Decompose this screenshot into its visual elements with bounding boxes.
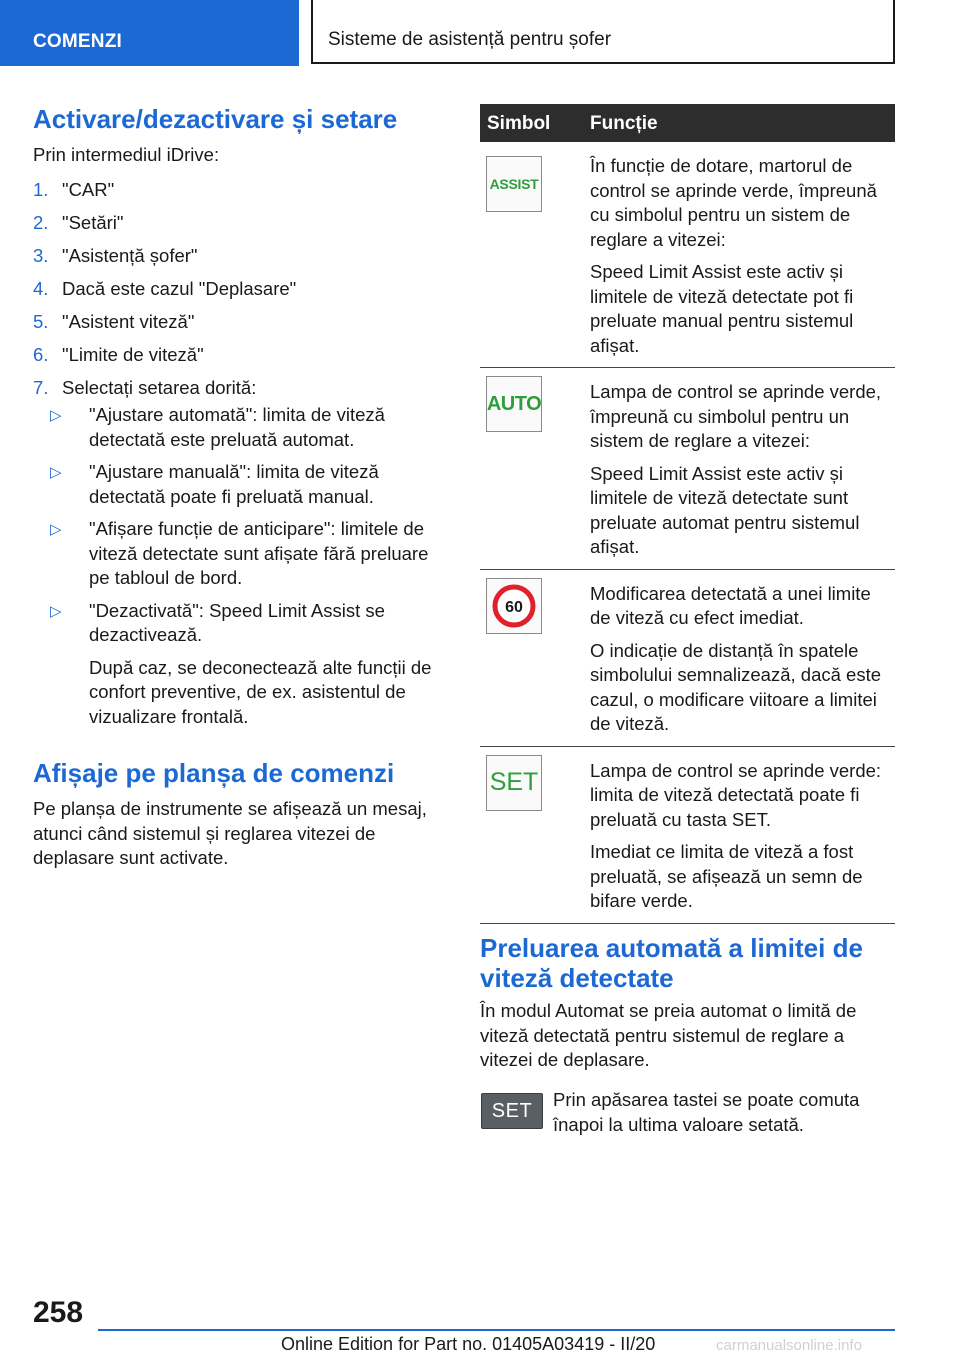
heading-automatic: Preluarea automată a limitei de viteză detectate	[480, 933, 863, 993]
automatic-paragraph: În modul Automat se preia automat o limită de viteză detectată pentru sistemul de reglare a vitezei de deplasare.	[480, 1000, 857, 1070]
step-number: 2.	[33, 212, 49, 233]
function-cell	[590, 570, 895, 746]
step-text: "Asistent viteză"	[62, 311, 195, 332]
step-text: "Setări"	[62, 212, 124, 233]
table-row	[480, 570, 895, 747]
function-cell	[590, 747, 895, 923]
option-item	[50, 517, 454, 591]
option-item	[50, 403, 454, 452]
option-item	[50, 599, 454, 730]
step-text: "CAR"	[62, 179, 115, 200]
step-text: Selectați setarea dorită:	[62, 377, 257, 398]
speed-limit-circle	[492, 584, 536, 628]
option-text: "Afișare funcție de anticipare": limitele de viteză detectate sunt afișate fără preluare pe tabloul de bord.	[89, 518, 429, 588]
step-number: 1.	[33, 179, 49, 200]
chapter-title: Sisteme de asistență pentru șofer	[328, 29, 612, 50]
watermark: carmanualsonline.info	[716, 1337, 862, 1354]
set-icon	[486, 755, 542, 811]
option-extra-text: După caz, se deconectează alte funcții de confort preventive, de ex. asistentul de vizualizare frontală.	[89, 656, 432, 727]
function-text: Speed Limit Assist este activ și limitele de viteză detectate sunt preluate automat pentru sistemul afișat.	[590, 462, 860, 557]
triangle-bullet-icon: ▷	[50, 521, 62, 538]
function-text: Lampa de control se aprinde verde, împreună cu simbolul pentru un sistem de reglare a vitezei:	[590, 381, 882, 451]
step-text: "Limite de viteză"	[62, 344, 204, 365]
display-paragraph: Pe planșa de instrumente se afișează un mesaj, atunci când sistemul și reglarea vitezei de deplasare sunt activate.	[33, 798, 427, 868]
triangle-bullet-icon: ▷	[50, 407, 62, 424]
table-header	[480, 104, 895, 142]
table-row	[480, 747, 895, 924]
options-list	[50, 403, 454, 737]
section-title: COMENZI	[33, 31, 123, 52]
step-text: "Asistență șofer"	[62, 245, 198, 266]
step-number: 6.	[33, 344, 49, 365]
set-button-label: SET	[491, 1099, 533, 1122]
table-row	[480, 368, 895, 570]
intro-text: Prin intermediul iDrive:	[33, 144, 220, 165]
function-text: În funcție de dotare, martorul de control se aprinde verde, împreună cu simbolul pentru un sistem de reglare a vitezei:	[590, 155, 877, 250]
step-number: 5.	[33, 311, 49, 332]
list-item	[33, 178, 453, 211]
function-cell	[590, 142, 895, 367]
option-item	[50, 460, 454, 509]
function-text: Lampa de control se aprinde verde: limita de viteză detectată poate fi preluată cu tasta SET.	[590, 759, 882, 830]
heading-display: Afișaje pe planșa de comenzi	[33, 758, 395, 788]
list-item	[33, 343, 453, 376]
list-item	[33, 277, 453, 310]
symbol-table	[480, 104, 895, 924]
function-text: O indicație de distanță în spatele simbolului semnalizează, dacă este cazul, o modificare viitoare a limitei de viteză.	[590, 639, 882, 734]
auto-icon	[486, 376, 542, 432]
function-text: Imediat ce limita de viteză a fost preluată, se afișează un semn de bifare verde.	[590, 841, 863, 911]
col-header-symbol: Simbol	[487, 113, 551, 134]
step-number: 3.	[33, 245, 49, 266]
auto-icon-label: AUTO	[486, 392, 542, 415]
triangle-bullet-icon: ▷	[50, 464, 62, 481]
speed-limit-sign-icon	[486, 578, 542, 634]
footer-divider	[98, 1329, 895, 1331]
list-item	[33, 244, 453, 277]
steps-list	[33, 178, 453, 409]
edition-text: Online Edition for Part no. 01405A03419 - II/20	[281, 1334, 656, 1354]
chapter-box	[311, 0, 895, 64]
list-item	[33, 211, 453, 244]
option-text: "Ajustare automată": limita de viteză detectată este preluată automat.	[89, 404, 385, 450]
step-number: 4.	[33, 278, 49, 299]
assist-icon-label: ASSIST	[489, 176, 539, 192]
list-item	[33, 310, 453, 343]
page-number: 258	[33, 1296, 84, 1329]
set-button-description: Prin apăsarea tastei se poate comuta înapoi la ultima valoare setată.	[553, 1089, 860, 1135]
option-text: "Ajustare manuală": limita de viteză detectată poate fi preluată manual.	[89, 461, 379, 507]
speed-limit-value: 60	[505, 598, 523, 616]
function-text: Modificarea detectată a unei limite de viteză cu efect imediat.	[590, 582, 871, 628]
step-text: Dacă este cazul "Deplasare"	[62, 278, 297, 299]
step-number: 7.	[33, 377, 49, 398]
heading-activation: Activare/dezactivare și setare	[33, 104, 398, 134]
set-icon-label: SET	[489, 768, 539, 796]
col-header-function: Funcție	[590, 113, 658, 134]
table-row	[480, 142, 895, 368]
function-text: Speed Limit Assist este activ și limitele de viteză detectate pot fi preluate manual pentru sistemul afișat.	[590, 261, 854, 356]
triangle-bullet-icon: ▷	[50, 602, 62, 620]
function-cell	[590, 368, 895, 569]
section-tab	[0, 0, 299, 66]
option-text: "Dezactivată": Speed Limit Assist se dezactivează.	[89, 599, 385, 645]
set-button-icon	[481, 1093, 543, 1129]
assist-icon	[486, 156, 542, 212]
